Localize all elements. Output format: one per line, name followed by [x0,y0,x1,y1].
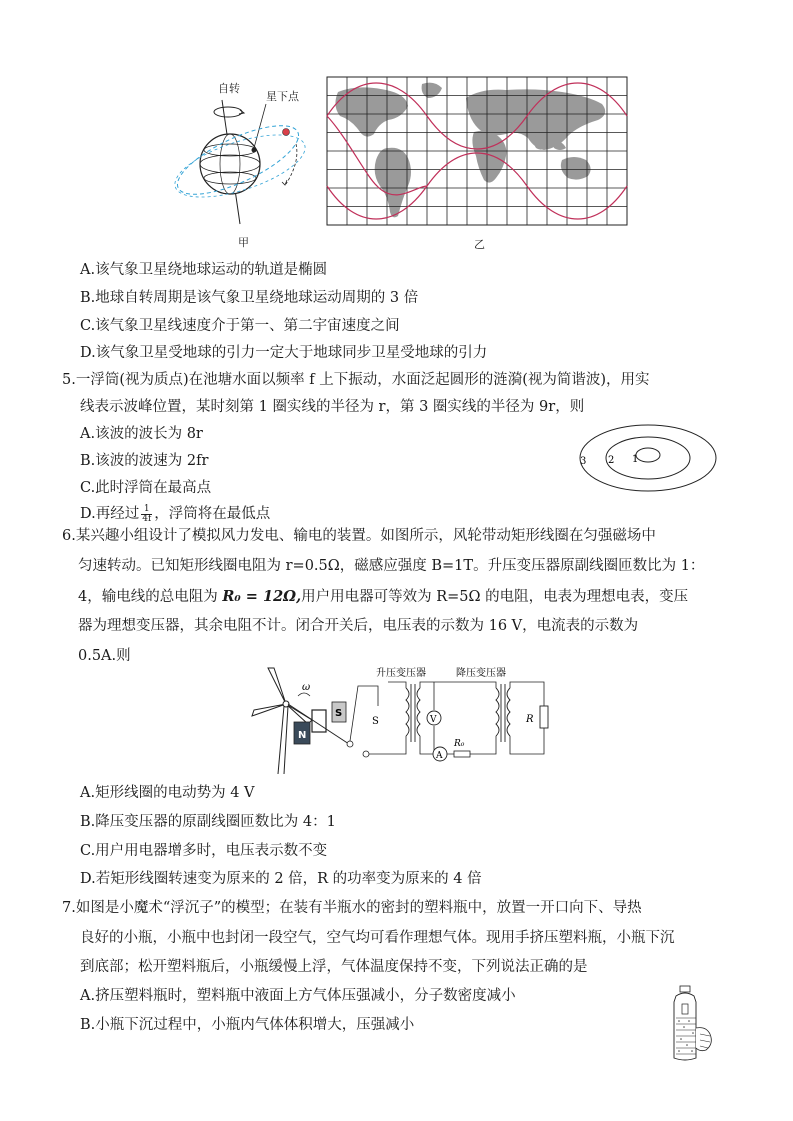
magnet-n-label: N [298,730,307,741]
ripple-rings-figure [578,418,738,498]
q5-option-d [80,504,270,524]
q6-stem-line-2: 匀速转动。已知矩形线圈电阻为 r=0.5Ω，磁感应强度 B=1T。升压变压器原副线圈匝数比为 1： [78,558,705,574]
q7-stem-line-3: 到底部；松开塑料瓶后，小瓶缓慢上浮，气体温度保持不变，下列说法正确的是 [80,959,588,975]
q7-option-a: A.挤压塑料瓶时，塑料瓶中液面上方气体压强减小，分子数密度减小 [80,988,516,1004]
fraction-numerator: 1 [141,505,152,515]
ammeter-label: A [436,751,443,761]
ring-label-3: 3 [580,456,587,467]
fraction-denominator: 4f [142,513,152,524]
q4-option-a: A.该气象卫星绕地球运动的轨道是椭圆 [80,262,328,278]
q5-option-a: A.该波的波长为 8r [80,426,203,442]
q6-stem-line-1: 6.某兴趣小组设计了模拟风力发电、输电的装置。如图所示，风轮带动矩形线圈在匀强磁场中 [62,528,656,544]
ground-track-map [326,76,630,254]
switch-s-label: S [372,716,379,727]
omega-label: ω [302,682,311,693]
wind-power-circuit-diagram [248,666,558,776]
ring-label-1: 1 [632,454,639,465]
figure-jia-caption: 甲 [238,236,249,249]
q5-option-d-prefix: D.再经过 [80,506,140,522]
q4-option-c: C.该气象卫星线速度介于第一、第二宇宙速度之间 [80,318,400,334]
q5-stem-line-2: 线表示波峰位置，某时刻第 1 圈实线的半径为 r，第 3 圈实线的半径为 9r，则 [80,399,585,415]
q6-option-b: B.降压变压器的原副线圈匝数比为 4：1 [80,814,336,830]
q6-stem-line-3 [78,587,688,607]
q6-option-c: C.用户用电器增多时，电压表示数不变 [80,843,328,859]
q7-stem-line-2: 良好的小瓶，小瓶中也封闭一段空气，空气均可看作理想气体。现用手挤压塑料瓶，小瓶下沉 [80,930,675,946]
q5-option-d-suffix: ，浮筒将在最低点 [154,506,271,522]
q6-option-d: D.若矩形线圈转速变为原来的 2 倍，R 的功率变为原来的 4 倍 [80,871,482,887]
load-r-label: R [526,714,534,725]
q5-option-b: B.该波的波速为 2fr [80,453,209,469]
earth-orbit-figure [170,76,318,250]
q6-stem-line-5: 0.5A.则 [78,648,131,664]
cartesian-diver-bottle-figure [662,984,722,1064]
q7-stem-line-1: 7.如图是小魔术“浮沉子”的模型；在装有半瓶水的密封的塑料瓶中，放置一开口向下、导热 [62,900,642,916]
q7-option-b: B.小瓶下沉过程中，小瓶内气体体积增大，压强减小 [80,1017,415,1033]
r0-label: R₀ [454,739,465,749]
q5-option-c: C.此时浮筒在最高点 [80,480,212,496]
figure-yi-caption: 乙 [474,238,485,251]
q6-stem-line-4: 器为理想变压器，其余电阻不计。闭合开关后，电压表的示数为 16 V，电流表的示数为 [78,618,639,634]
magnet-s-label: S [335,708,343,719]
q5-option-d-fraction [141,505,152,524]
q6-stem-line-3-prefix: 4，输电线的总电阻为 [78,589,223,605]
step-up-transformer-label: 升压变压器 [376,668,426,679]
step-down-transformer-label: 降压变压器 [456,668,506,679]
voltmeter-label: V [430,715,437,725]
q4-option-b: B.地球自转周期是该气象卫星绕地球运动周期的 3 倍 [80,290,419,306]
rotation-label: 自转 [218,82,240,95]
q6-r0-formula: R₀ = 12Ω, [222,588,302,605]
q6-option-a: A.矩形线圈的电动势为 4 V [80,785,255,801]
ring-label-2: 2 [608,455,615,466]
q4-option-d: D.该气象卫星受地球的引力一定大于地球同步卫星受地球的引力 [80,345,488,361]
q5-stem-line-1: 5.一浮筒(视为质点)在池塘水面以频率 f 上下振动，水面泛起圆形的涟漪(视为简谐波)，用实 [62,372,650,388]
subpoint-label: 星下点 [266,90,299,103]
q6-stem-line-3-suffix: 用户用电器可等效为 R=5Ω 的电阻，电表为理想电表，变压 [301,589,689,605]
